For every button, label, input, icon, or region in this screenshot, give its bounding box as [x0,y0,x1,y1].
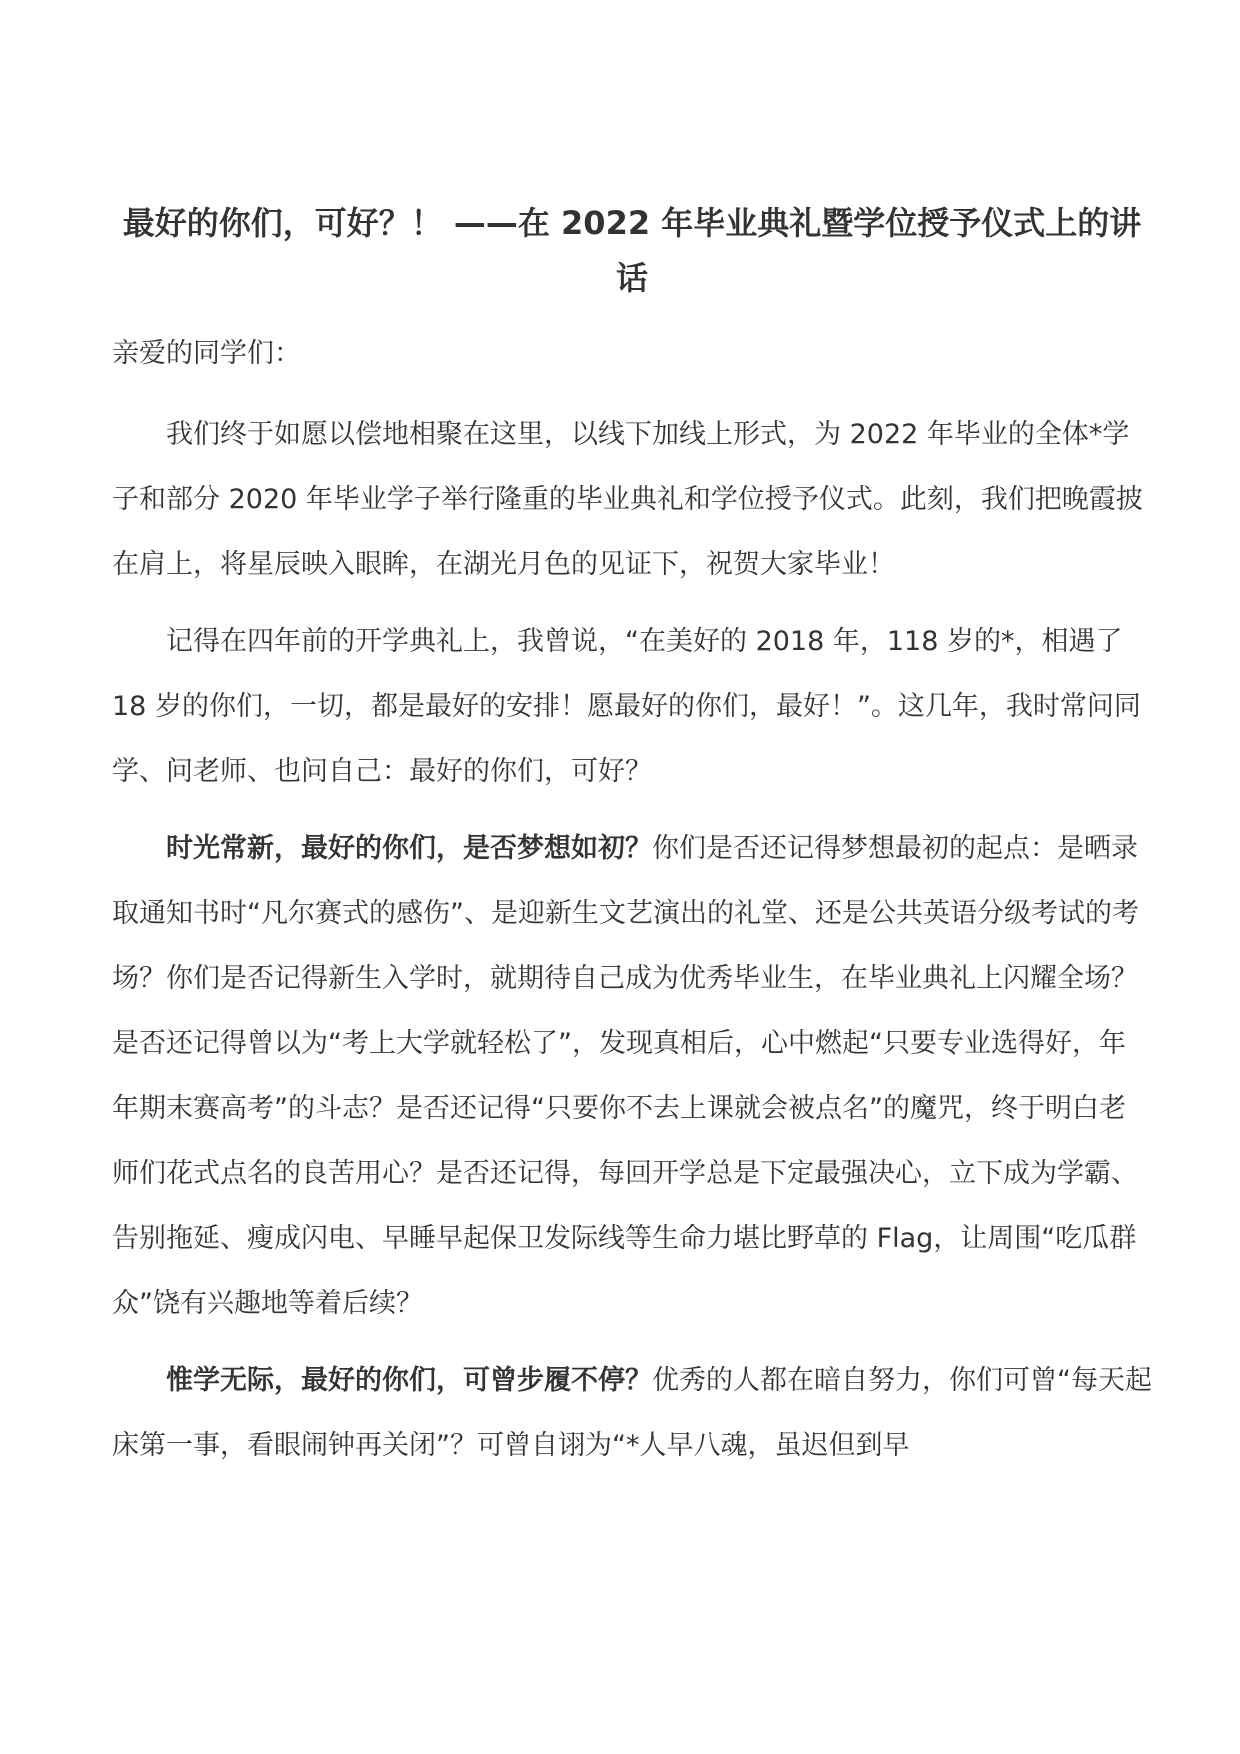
paragraph-3-lead: 时光常新，最好的你们，是否梦想如初？ [166,833,652,864]
document-body [112,196,1152,1490]
paragraph-1-text: 我们终于如愿以偿地相聚在这里，以线下加线上形式，为 2022 年毕业的全体*学子和部分 2020 年毕业学子举行隆重的毕业典礼和学位授予仪式。此刻，我们把晚霞披在肩上，将星辰映入眼眸，在湖光月色的见证下，祝贺大家毕业！ [112,419,1143,580]
paragraph-4 [112,1348,1152,1478]
paragraph-2-text: 记得在四年前的开学典礼上，我曾说，“在美好的 2018 年，118 岁的*，相遇了 18 岁的你们，一切，都是最好的安排！愿最好的你们，最好！”。这几年，我时常问同学、问老师、也问自己：最好的你们，可好？ [112,626,1141,787]
paragraph-3-text: 你们是否还记得梦想最初的起点：是晒录取通知书时“凡尔赛式的感伤”、是迎新生文艺演出的礼堂、还是公共英语分级考试的考场？你们是否记得新生入学时，就期待自己成为优秀毕业生，在毕业典礼上闪耀全场？是否还记得曾以为“考上大学就轻松了”，发现真相后，心中燃起“只要专业选得好，年年期末赛高考”的斗志？是否还记得“只要你不去上课就会被点名”的魔咒，终于明白老师们花式点名的良苦用心？是否还记得，每回开学总是下定最强决心，立下成为学霸、告别拖延、瘦成闪电、早睡早起保卫发际线等生命力堪比野草的 Flag，让周围“吃瓜群众”饶有兴趣地等着后续？ [112,833,1139,1319]
document-title: 最好的你们，可好？！ ——在 2022 年毕业典礼暨学位授予仪式上的讲话 [122,204,1142,297]
paragraph-4-lead: 惟学无际，最好的你们，可曾步履不停？ [166,1365,652,1396]
paragraph-3 [112,816,1152,1336]
salutation: 亲爱的同学们： [112,338,301,369]
paragraph-2 [112,609,1152,804]
paragraph-4-text: 优秀的人都在暗自努力，你们可曾“每天起床第一事，看眼闹钟再关闭”？可曾自诩为“*人早八魂，虽迟但到早 [112,1365,1152,1461]
paragraph-1 [112,402,1152,597]
